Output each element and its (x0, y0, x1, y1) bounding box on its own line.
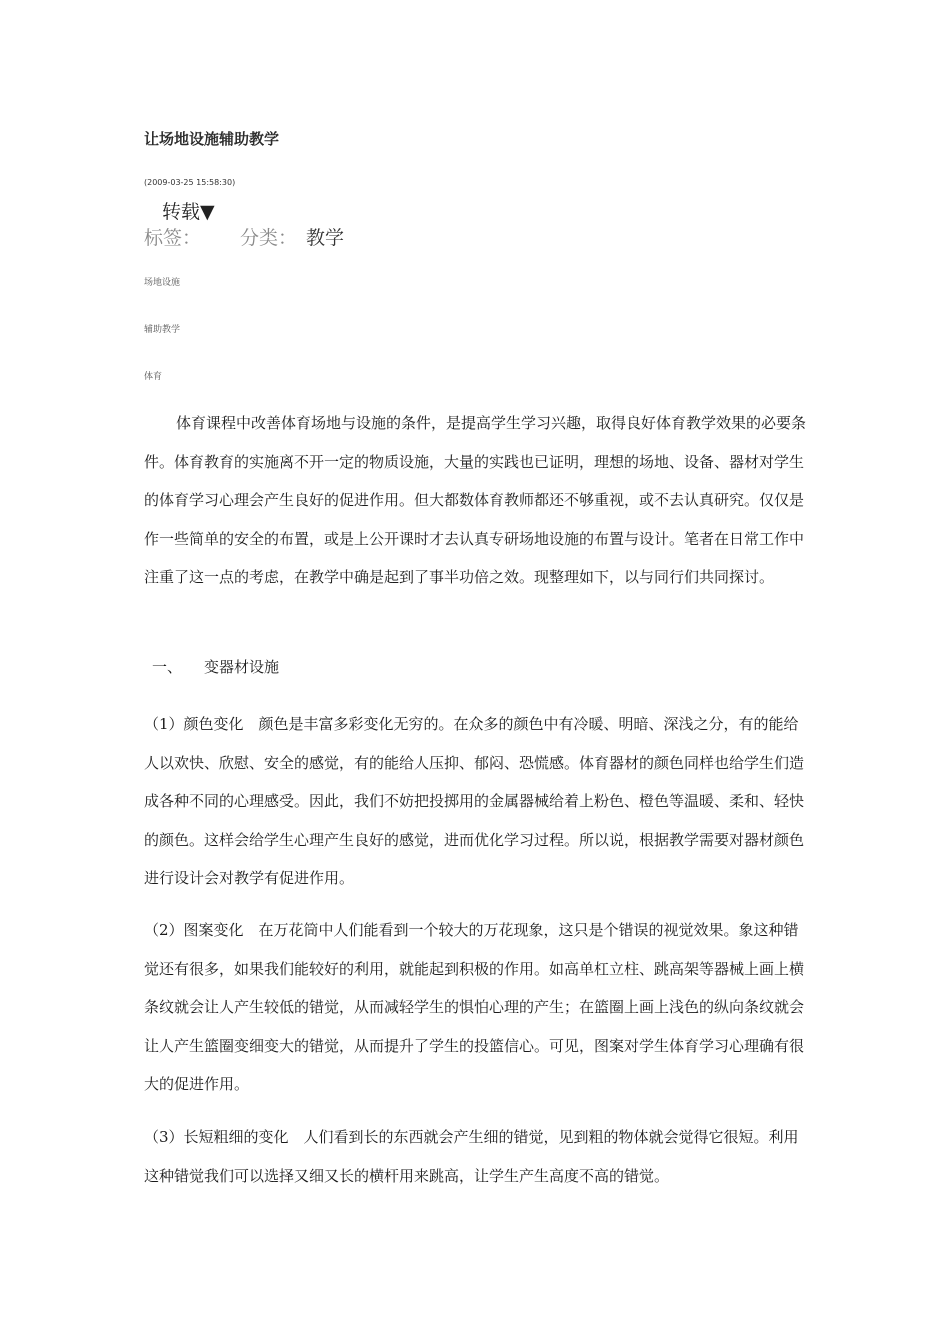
category-label: 分类： (240, 227, 298, 249)
category-link[interactable]: 教学 (306, 227, 345, 249)
section-heading (152, 652, 279, 682)
body-paragraph: （3）长短粗细的变化 人们看到长的东西就会产生细的错觉，见到粗的物体就会觉得它很短。利用这种错觉我们可以选择又细又长的横杆用来跳高，让学生产生高度不高的错觉。 (144, 1128, 799, 1185)
intro-paragraph: 体育课程中改善体育场地与设施的条件，是提高学生学习兴趣，取得良好体育教学效果的必要条件。体育教育的实施离不开一定的物质设施，大量的实践也已证明，理想的场地、设备、器材对学生的体育学习心理会产生良好的促进作用。但大都数体育教师都还不够重视，或不去认真研究。仅仅是作一些简单的安全的布置，或是上公开课时才去认真专研场地设施的布置与设计。笔者在日常工作中注重了这一点的考虑，在教学中确是起到了事半功倍之效。现整理如下，以与同行们共同探讨。 (144, 414, 807, 586)
tag-link[interactable]: 体育 (144, 372, 163, 382)
tag-link[interactable]: 辅助教学 (144, 325, 181, 335)
body-paragraph: （2）图案变化 在万花筒中人们能看到一个较大的万花现象，这只是个错误的视觉效果。象这种错觉还有很多，如果我们能较好的利用，就能起到积极的作用。如高单杠立柱、跳高架等器械上画上横条纹就会让人产生较低的错觉，从而减轻学生的惧怕心理的产生；在篮圈上画上浅色的纵向条纹就会让人产生篮圈变细变大的错觉，从而提升了学生的投篮信心。可见，图案对学生体育学习心理确有很大的促进作用。 (144, 921, 805, 1093)
meta-row (144, 223, 344, 250)
section-number: 一、 (152, 658, 183, 676)
section-title: 变器材设施 (204, 658, 280, 676)
body-paragraph: （1）颜色变化 颜色是丰富多彩变化无穷的。在众多的颜色中有冷暖、明暗、深浅之分，有的能给人以欢快、欣慰、安全的感觉，有的能给人压抑、郁闷、恐慌感。体育器材的颜色同样也给学生们造成各种不同的心理感受。因此，我们不妨把投掷用的金属器械给着上粉色、橙色等温暖、柔和、轻快的颜色。这样会给学生心理产生良好的感觉，进而优化学习过程。所以说，根据教学需要对器材颜色进行设计会对教学有促进作用。 (144, 715, 805, 887)
post-timestamp: (2009-03-25 15:58:30) (144, 178, 236, 187)
article-title: 让场地设施辅助教学 (144, 130, 280, 148)
repost-dropdown[interactable]: 转载▼ (162, 201, 215, 223)
tag-label: 标签： (144, 227, 202, 249)
tag-link[interactable]: 场地设施 (144, 278, 181, 288)
